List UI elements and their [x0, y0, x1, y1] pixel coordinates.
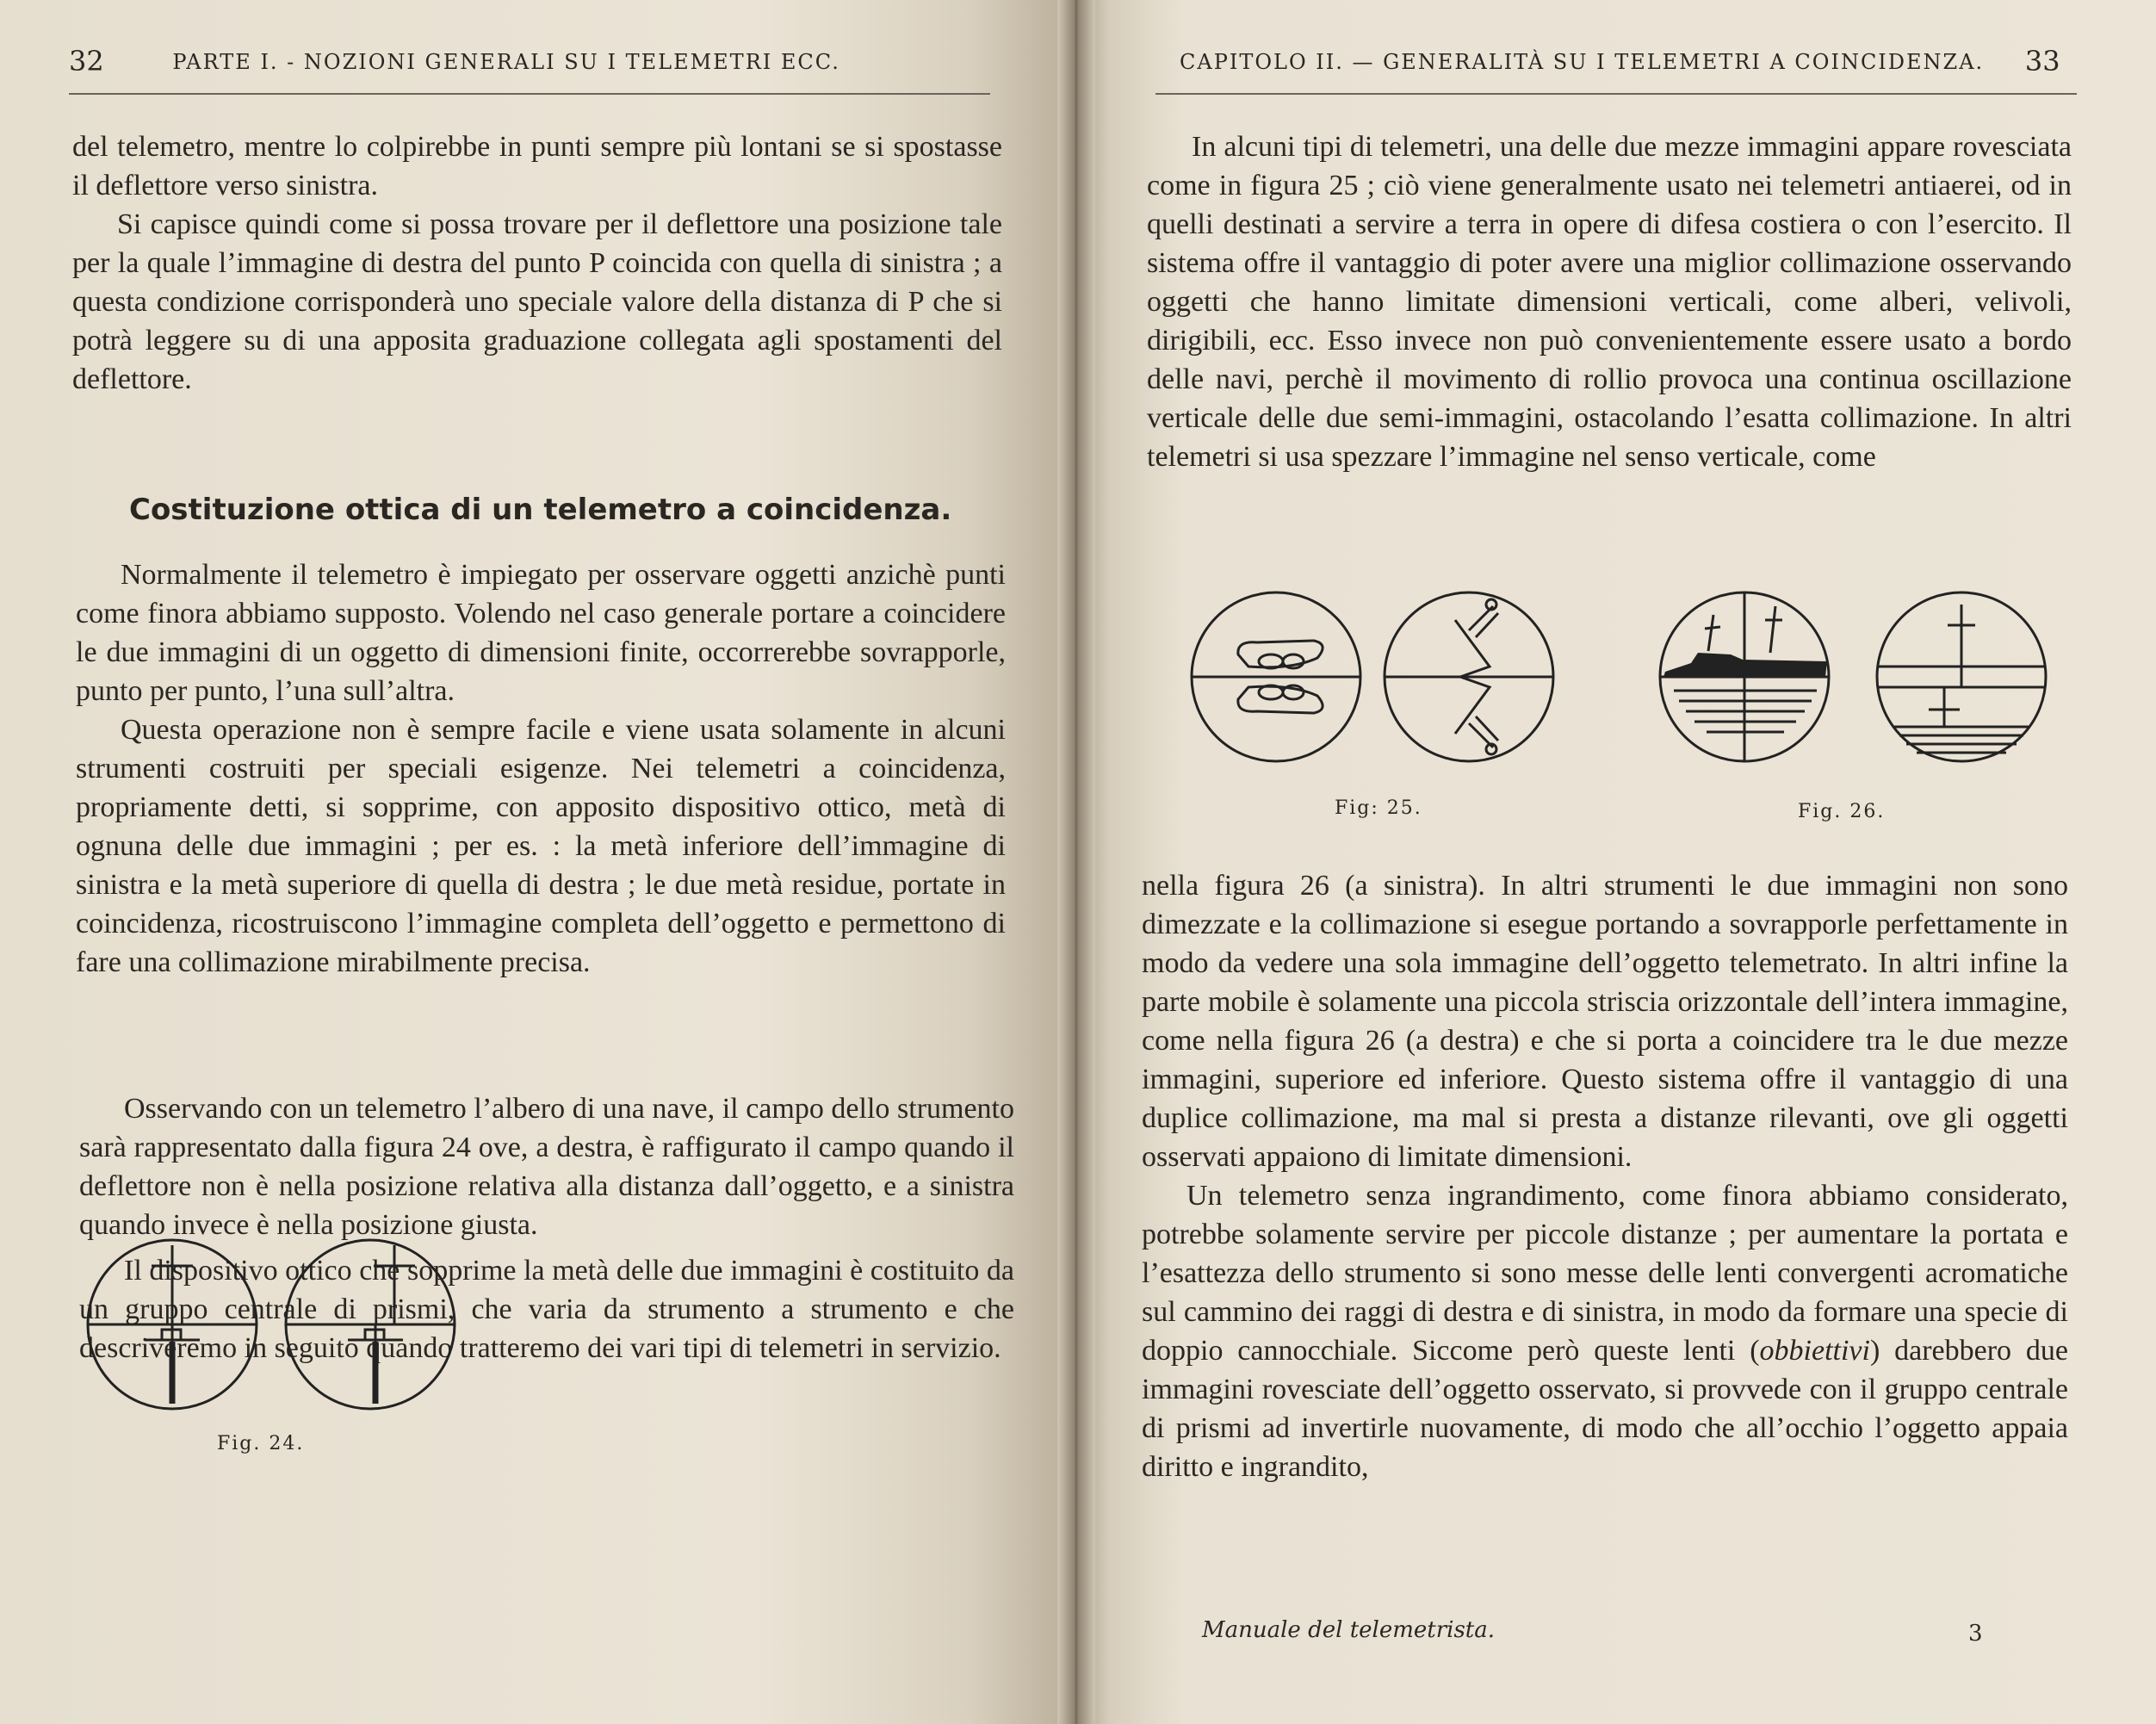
italic-term: obbiettivi	[1759, 1335, 1870, 1367]
left-page	[0, 0, 1076, 1724]
figure-26-drawing	[1657, 580, 2053, 773]
right-page-number: 33	[2024, 45, 2060, 78]
right-running-head-text: CAPITOLO II. — GENERALITÀ SU I TELEMETRI A COINCIDENZA.	[1180, 50, 1985, 74]
paragraph: Osservando con un telemetro l’albero di una nave, il campo dello strumento sarà rappresentato dalla figura 24 ove, a destra, è raffigurato il campo quando il deflettore non è nella posizione relativa alla distanza dall’oggetto, e a sinistra quando invece è nella posizione giusta.	[79, 1093, 1014, 1241]
left-text-block-1	[72, 127, 1002, 399]
paragraph	[1142, 1176, 2068, 1486]
paragraph: del telemetro, mentre lo colpirebbe in punti sempre più lontani se si spostasse il deflettore verso sinistra.	[72, 131, 1002, 202]
figure-26-caption: Fig. 26.	[1798, 801, 1886, 822]
left-text-block-2	[76, 555, 1006, 982]
figure-24	[83, 1221, 470, 1428]
figure-25-caption: Fig: 25.	[1335, 797, 1422, 819]
left-running-head	[69, 45, 840, 78]
figure-25-drawing	[1188, 580, 1558, 773]
figure-24-drawing	[83, 1221, 470, 1428]
left-page-number: 32	[69, 45, 104, 78]
paragraph: In alcuni tipi di telemetri, una delle due mezze immagini appare rovesciata come in figura 25 ; ciò viene generalmente usato nei telemetri antiaerei, od in quelli destinati a servire a terra in opere di difesa costiera o con l’esercito. Il sistema offre il vantaggio di poter avere una miglior collimazione osservando oggetti che hanno limitate dimensioni verticali, come alberi, velivoli, dirigibili, ecc. Esso invece non può convenientemente essere usato a bordo delle navi, perchè il movimento di rollio provoca una continua oscillazione verticale delle due semi-immagini, ostacolando l’esatta collimazione. In altri telemetri si usa spezzare l’immagine nel senso verticale, come	[1147, 131, 2072, 473]
left-header-rule	[69, 93, 990, 95]
right-text-block-2	[1142, 866, 2068, 1486]
paragraph: Il dispositivo ottico che sopprime la metà delle due immagini è costituito da un gruppo centrale di prismi, che varia da strumento a strumento e che descriveremo in seguito quando tratteremo dei vari tipi di telemetri in servizio.	[79, 1255, 1014, 1364]
right-page	[1076, 0, 2156, 1724]
paragraph-text: Un telemetro senza ingrandimento, come finora abbiamo considerato, potrebbe solamente servire per piccole distanze ; per aumentare la portata e l’esattezza dello strumento si sono messe delle lenti convergenti acromatiche sul cammino dei raggi di destra e di sinistra, in modo da formare una specie di doppio cannocchiale. Siccome però queste lenti (	[1142, 1180, 2068, 1367]
figure-24-caption: Fig. 24.	[217, 1433, 305, 1454]
book-gutter	[1057, 0, 1095, 1724]
right-header-rule	[1155, 93, 2077, 95]
figure-25	[1188, 580, 1558, 773]
signature-mark: 3	[1968, 1621, 1983, 1646]
paragraph: Si capisce quindi come si possa trovare per il deflettore una posizione tale per la quale l’immagine di destra del punto P coincida con quella di sinistra ; a questa condizione corrisponderà uno speciale valore della distanza di P che si potrà leggere su di una apposita graduazione collegata agli spostamenti del deflettore.	[72, 208, 1002, 395]
section-title: Costituzione ottica di un telemetro a coincidenza.	[129, 493, 952, 527]
right-running-head	[1180, 45, 2060, 78]
footer-title: Manuale del telemetrista.	[1202, 1617, 1496, 1643]
paragraph-text: ) darebbero due immagini rovesciate dell’oggetto osservato, si provvede con il gruppo centrale di prismi ad invertirle nuovamente, di modo che all’occhio l’oggetto appaia diritto e ingrandito,	[1142, 1335, 2068, 1483]
right-text-block-1	[1147, 127, 2072, 476]
figure-26	[1657, 580, 2053, 773]
left-running-head-text: PARTE I. - NOZIONI GENERALI SU I TELEMETRI ECC.	[172, 50, 840, 74]
paragraph: Normalmente il telemetro è impiegato per osservare oggetti anzichè punti come finora abbiamo supposto. Volendo nel caso generale portare a coincidere le due immagini di un oggetto di dimensioni finite, occorrerebbe sovrapporle, punto per punto, l’una sull’altra.	[76, 559, 1006, 707]
paragraph: nella figura 26 (a sinistra). In altri strumenti le due immagini non sono dimezzate e la collimazione si esegue portando a sovrapporle perfettamente in modo da vedere una sola immagine dell’oggetto telemetrato. In altri infine la parte mobile è solamente una piccola striscia orizzontale dell’intera immagine, come nella figura 26 (a destra) e che si porta a coincidere tra le due mezze immagini, superiore ed inferiore. Questo sistema offre il vantaggio di una duplice collimazione, ma mal si presta a distanze rilevanti, ove gli oggetti osservati appaiono di limitate dimensioni.	[1142, 870, 2068, 1173]
paragraph: Questa operazione non è sempre facile e viene usata solamente in alcuni strumenti costruiti per speciali esigenze. Nei telemetri a coincidenza, propriamente detti, si sopprime, con apposito dispositivo ottico, metà di ognuna delle due immagini ; per es. : la metà inferiore dell’immagine di sinistra e la metà superiore di quella di destra ; le due metà residue, portate in coincidenza, ricostruiscono l’immagine completa dell’oggetto e permettono di fare una collimazione mirabilmente precisa.	[76, 714, 1006, 978]
